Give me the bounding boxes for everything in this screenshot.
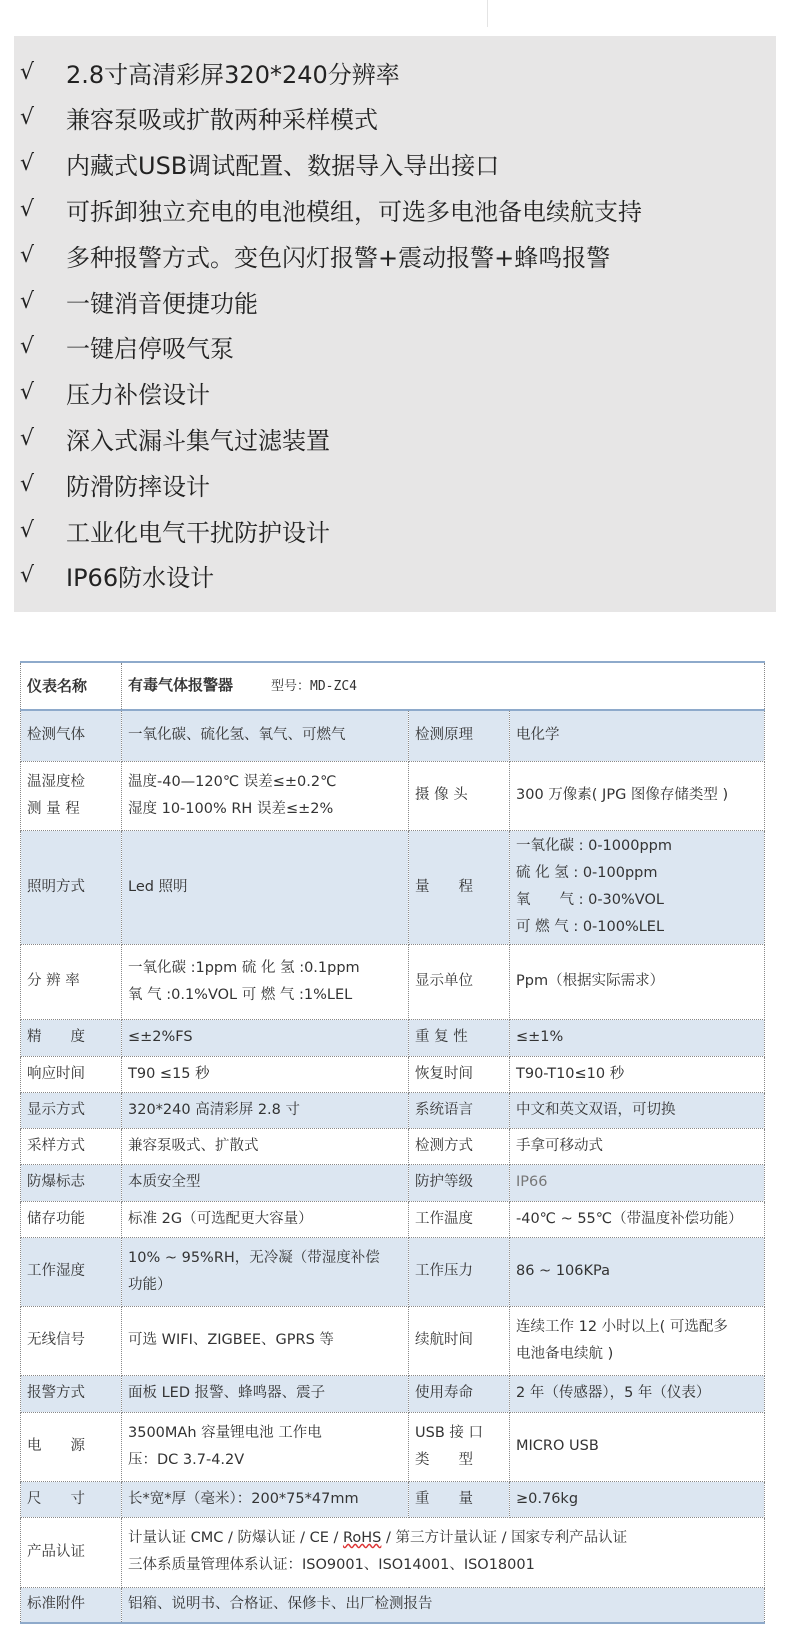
cell-line: USB 接 口	[415, 1424, 483, 1441]
spec-label-cell	[21, 710, 122, 761]
cell-line: 连续工作 12 小时以上( 可选配多	[516, 1318, 728, 1335]
cell-line: 长*宽*厚（毫米）：200*75*47mm	[128, 1490, 359, 1507]
spec-label-cell	[409, 1201, 510, 1237]
cell-line: 湿度 10-100% RH 误差≤±2%	[128, 800, 334, 817]
spec-value-cell	[510, 710, 765, 761]
cell-line: 使用寿命	[415, 1385, 473, 1401]
spec-label-cell	[409, 1164, 510, 1201]
cell-line: 标准 2G（可选配更大容量）	[128, 1210, 313, 1227]
feature-item	[20, 507, 330, 553]
cell-line: 温度-40—120℃ 误差≤±0.2℃	[128, 773, 337, 790]
spec-label-cell	[21, 1375, 122, 1412]
spec-value-cell	[122, 1056, 409, 1092]
spec-value-cell	[510, 1201, 765, 1237]
table-header-row	[21, 662, 765, 710]
spec-label-cell	[409, 710, 510, 761]
cell-line: 工作压力	[415, 1263, 473, 1279]
cell-line: 手拿可移动式	[516, 1137, 603, 1154]
spec-label-cell	[409, 944, 510, 1019]
spec-label-cell	[409, 1481, 510, 1517]
spec-label-cell	[21, 1412, 122, 1481]
model-number: 型号：MD-ZC4	[271, 679, 357, 694]
table-row	[21, 1128, 765, 1164]
cell-line: 续航时间	[415, 1332, 473, 1348]
table-row	[21, 761, 765, 830]
table-row	[21, 1237, 765, 1306]
check-icon: √	[20, 59, 35, 85]
cell-line: Ppm（根据实际需求）	[516, 973, 665, 989]
cell-line: ≤±2%FS	[128, 1029, 193, 1045]
spec-value-cell	[122, 1237, 409, 1306]
spec-value-cell	[122, 1481, 409, 1517]
spec-value-cell	[510, 1412, 765, 1481]
cell-line: 10% ~ 95%RH，无冷凝（带湿度补偿	[128, 1249, 380, 1266]
table-row	[21, 1201, 765, 1237]
cell-line: 响应时间	[27, 1065, 85, 1082]
feature-text: 2.8寸高清彩屏320*240分辨率	[66, 60, 400, 89]
cell-line: 检测方式	[415, 1137, 473, 1154]
cell-line: 三体系质量管理体系认证：ISO9001、ISO14001、ISO18001	[128, 1557, 535, 1573]
cell-line: 320*240 高清彩屏 2.8 寸	[128, 1101, 300, 1118]
cell-line: -40℃ ~ 55℃（带温度补偿功能）	[516, 1210, 743, 1227]
spec-label-cell	[21, 1306, 122, 1375]
spec-value-cell	[510, 1375, 765, 1412]
check-icon: √	[20, 471, 35, 497]
cell-line: 2 年（传感器），5 年（仪表）	[516, 1385, 711, 1401]
check-icon: √	[20, 242, 35, 268]
check-icon: √	[20, 334, 35, 360]
cell-line: 分 辨 率	[27, 973, 80, 989]
spec-label-cell	[21, 1587, 122, 1623]
feature-item	[20, 49, 400, 95]
spec-label-cell	[409, 1019, 510, 1056]
spec-value-cell	[122, 1128, 409, 1164]
spec-label-cell	[409, 1412, 510, 1481]
check-icon: √	[20, 563, 35, 589]
cell-line: 照明方式	[27, 878, 85, 895]
feature-item	[20, 553, 214, 599]
spec-label-cell	[21, 761, 122, 830]
spec-value-cell	[122, 1587, 765, 1623]
spec-label-cell	[409, 1056, 510, 1092]
table-row	[21, 1481, 765, 1517]
feature-item	[20, 370, 210, 416]
cell-line: 电化学	[516, 727, 560, 744]
spec-value-cell	[122, 1306, 409, 1375]
table-row	[21, 710, 765, 761]
cell-line: 类 型	[415, 1451, 473, 1468]
cell-line: 系统语言	[415, 1101, 473, 1118]
cell-line: 一氧化碳、硫化氢、氧气、可燃气	[128, 727, 346, 744]
cell-line: 检测气体	[27, 727, 85, 744]
spec-value-cell	[122, 1517, 765, 1587]
spec-label-cell	[21, 1092, 122, 1128]
spec-value-cell	[122, 1412, 409, 1481]
cell-line: 检测原理	[415, 727, 473, 744]
cell-line: 显示单位	[415, 973, 473, 989]
cell-line: 3500MAh 容量锂电池 工作电	[128, 1424, 322, 1441]
cell-line: 温湿度检	[27, 773, 85, 790]
feature-text: 防滑防摔设计	[66, 472, 210, 501]
spec-value-cell	[510, 1128, 765, 1164]
cell-line: 重 复 性	[415, 1029, 468, 1045]
cell-line: 中文和英文双语，可切换	[516, 1101, 676, 1118]
cell-line: 铝箱、说明书、合格证、保修卡、出厂检测报告	[128, 1596, 433, 1613]
spec-label-cell	[409, 1375, 510, 1412]
table-row	[21, 944, 765, 1019]
rohs-text: RoHS	[342, 1530, 382, 1546]
check-icon: √	[20, 288, 35, 314]
cell-line: 采样方式	[27, 1137, 85, 1154]
spec-value-cell	[510, 1481, 765, 1517]
spec-value-cell	[122, 761, 409, 830]
check-icon: √	[20, 105, 35, 131]
spec-label-cell	[21, 1481, 122, 1517]
cell-line: 防爆标志	[27, 1174, 85, 1190]
cell-line: 一氧化碳 : 0-1000ppm	[516, 838, 672, 854]
feature-item	[20, 186, 642, 232]
cell-line: 300 万像素( JPG 图像存储类型 )	[516, 787, 729, 803]
table-row	[21, 1306, 765, 1375]
spec-label-cell	[409, 1237, 510, 1306]
cell-line: 功能）	[128, 1276, 172, 1293]
feature-text: 多种报警方式。变色闪灯报警+震动报警+蜂鸣报警	[66, 243, 611, 272]
feature-item	[20, 278, 258, 324]
cell-line: 兼容泵吸式、扩散式	[128, 1137, 259, 1154]
cell-line: 86 ~ 106KPa	[516, 1263, 610, 1279]
table-row	[21, 830, 765, 944]
cell-line: 产品认证	[27, 1543, 85, 1560]
feature-text: 工业化电气干扰防护设计	[66, 518, 330, 547]
cell-line: T90 ≤15 秒	[128, 1065, 210, 1082]
cell-line: 可选 WIFI、ZIGBEE、GPRS 等	[128, 1332, 334, 1348]
feature-item	[20, 141, 499, 187]
cell-line: 显示方式	[27, 1101, 85, 1118]
feature-text: 深入式漏斗集气过滤装置	[66, 426, 330, 455]
cell-line: 标准附件	[27, 1596, 85, 1613]
cell-line: 本质安全型	[128, 1174, 201, 1190]
cell-line: 氧 气 :0.1%VOL 可 燃 气 :1%LEL	[128, 986, 353, 1003]
instrument-name-label: 仪表名称	[21, 662, 122, 710]
table-row	[21, 1019, 765, 1056]
spec-label-cell	[21, 1128, 122, 1164]
spec-value-cell	[510, 1092, 765, 1128]
spec-table	[20, 661, 765, 1624]
cell-line: 储存功能	[27, 1210, 85, 1227]
cell-line: 氧 气 : 0-30%VOL	[516, 892, 664, 908]
cell-line: 恢复时间	[415, 1065, 473, 1082]
spec-value-cell	[122, 1164, 409, 1201]
instrument-name: 有毒气体报警器	[128, 676, 234, 694]
cell-line: 压：DC 3.7-4.2V	[128, 1451, 245, 1468]
feature-text: 内藏式USB调试配置、数据导入导出接口	[66, 152, 500, 181]
table-row	[21, 1092, 765, 1128]
table-row	[21, 1587, 765, 1623]
feature-text: 压力补偿设计	[66, 381, 210, 410]
check-icon: √	[20, 380, 35, 406]
spec-label-cell	[21, 1164, 122, 1201]
cell-line: Led 照明	[128, 878, 188, 895]
cell-line: 量 程	[415, 878, 473, 895]
spec-value-cell	[510, 944, 765, 1019]
cell-line: ≥0.76kg	[516, 1490, 579, 1507]
feature-item	[20, 324, 234, 370]
cell-line: 计量认证 CMC / 防爆认证 / CE / RoHS / 第三方计量认证 / 国家专利产品认证	[128, 1530, 628, 1546]
spec-label-cell	[21, 1019, 122, 1056]
spec-value-cell	[510, 1056, 765, 1092]
spec-label-cell	[21, 830, 122, 944]
check-icon: √	[20, 425, 35, 451]
spec-value-cell	[510, 1164, 765, 1201]
instrument-name-cell	[122, 662, 765, 710]
feature-item	[20, 95, 378, 141]
feature-text: 可拆卸独立充电的电池模组，可选多电池备电续航支持	[66, 197, 642, 226]
spec-value-cell	[122, 1019, 409, 1056]
table-row	[21, 1056, 765, 1092]
feature-text: 一键启停吸气泵	[66, 335, 234, 364]
cell-line: 一氧化碳 :1ppm 硫 化 氢 :0.1ppm	[128, 959, 360, 976]
feature-text: 一键消音便捷功能	[66, 289, 258, 318]
spec-value-cell	[122, 1201, 409, 1237]
feature-item	[20, 415, 330, 461]
cell-line: 报警方式	[27, 1385, 85, 1401]
cell-line: 重 量	[415, 1490, 473, 1507]
spec-label-cell	[409, 1128, 510, 1164]
spec-value-cell	[510, 830, 765, 944]
table-row	[21, 1164, 765, 1201]
cell-line: 工作温度	[415, 1210, 473, 1227]
cell-line: 电池备电续航 )	[516, 1345, 614, 1362]
cell-line: ≤±1%	[516, 1029, 564, 1045]
spec-label-cell	[21, 1201, 122, 1237]
feature-text: IP66防水设计	[66, 564, 215, 593]
spec-value-cell	[510, 761, 765, 830]
spec-label-cell	[21, 1056, 122, 1092]
spec-label-cell	[409, 1306, 510, 1375]
check-icon: √	[20, 196, 35, 222]
spec-label-cell	[21, 944, 122, 1019]
check-icon: √	[20, 517, 35, 543]
table-row	[21, 1517, 765, 1587]
spec-value-cell	[510, 1237, 765, 1306]
feature-item	[20, 461, 210, 507]
spec-value-cell	[122, 1375, 409, 1412]
cell-line: 无线信号	[27, 1332, 85, 1348]
feature-item	[20, 232, 610, 278]
cell-line: 硫 化 氢 : 0-100ppm	[516, 865, 658, 881]
cell-line: 面板 LED 报警、蜂鸣器、震子	[128, 1385, 326, 1401]
cell-line: 防护等级	[415, 1174, 473, 1190]
cell-line: 可 燃 气 : 0-100%LEL	[516, 919, 665, 935]
cell-line: 精 度	[27, 1029, 85, 1045]
cell-line: 摄 像 头	[415, 787, 468, 803]
check-icon: √	[20, 151, 35, 177]
spec-label-cell	[409, 1092, 510, 1128]
spec-value-cell	[122, 1092, 409, 1128]
cell-line: 电 源	[27, 1438, 85, 1454]
spec-value-cell	[510, 1306, 765, 1375]
table-row	[21, 1375, 765, 1412]
spec-label-cell	[409, 761, 510, 830]
divider-line	[487, 0, 488, 27]
spec-label-cell	[409, 830, 510, 944]
spec-label-cell	[21, 1517, 122, 1587]
feature-text: 兼容泵吸或扩散两种采样模式	[66, 106, 378, 135]
spec-label-cell	[21, 1237, 122, 1306]
spec-value-cell	[510, 1019, 765, 1056]
cell-line: MICRO USB	[516, 1438, 599, 1454]
cell-line: IP66	[516, 1174, 548, 1190]
table-row	[21, 1412, 765, 1481]
cell-line: 尺 寸	[27, 1490, 85, 1507]
spec-value-cell	[122, 944, 409, 1019]
cell-line: T90-T10≤10 秒	[516, 1065, 625, 1082]
cell-line: 工作湿度	[27, 1263, 85, 1279]
spec-value-cell	[122, 830, 409, 944]
spec-value-cell	[122, 710, 409, 761]
cell-line: 测 量 程	[27, 800, 80, 817]
